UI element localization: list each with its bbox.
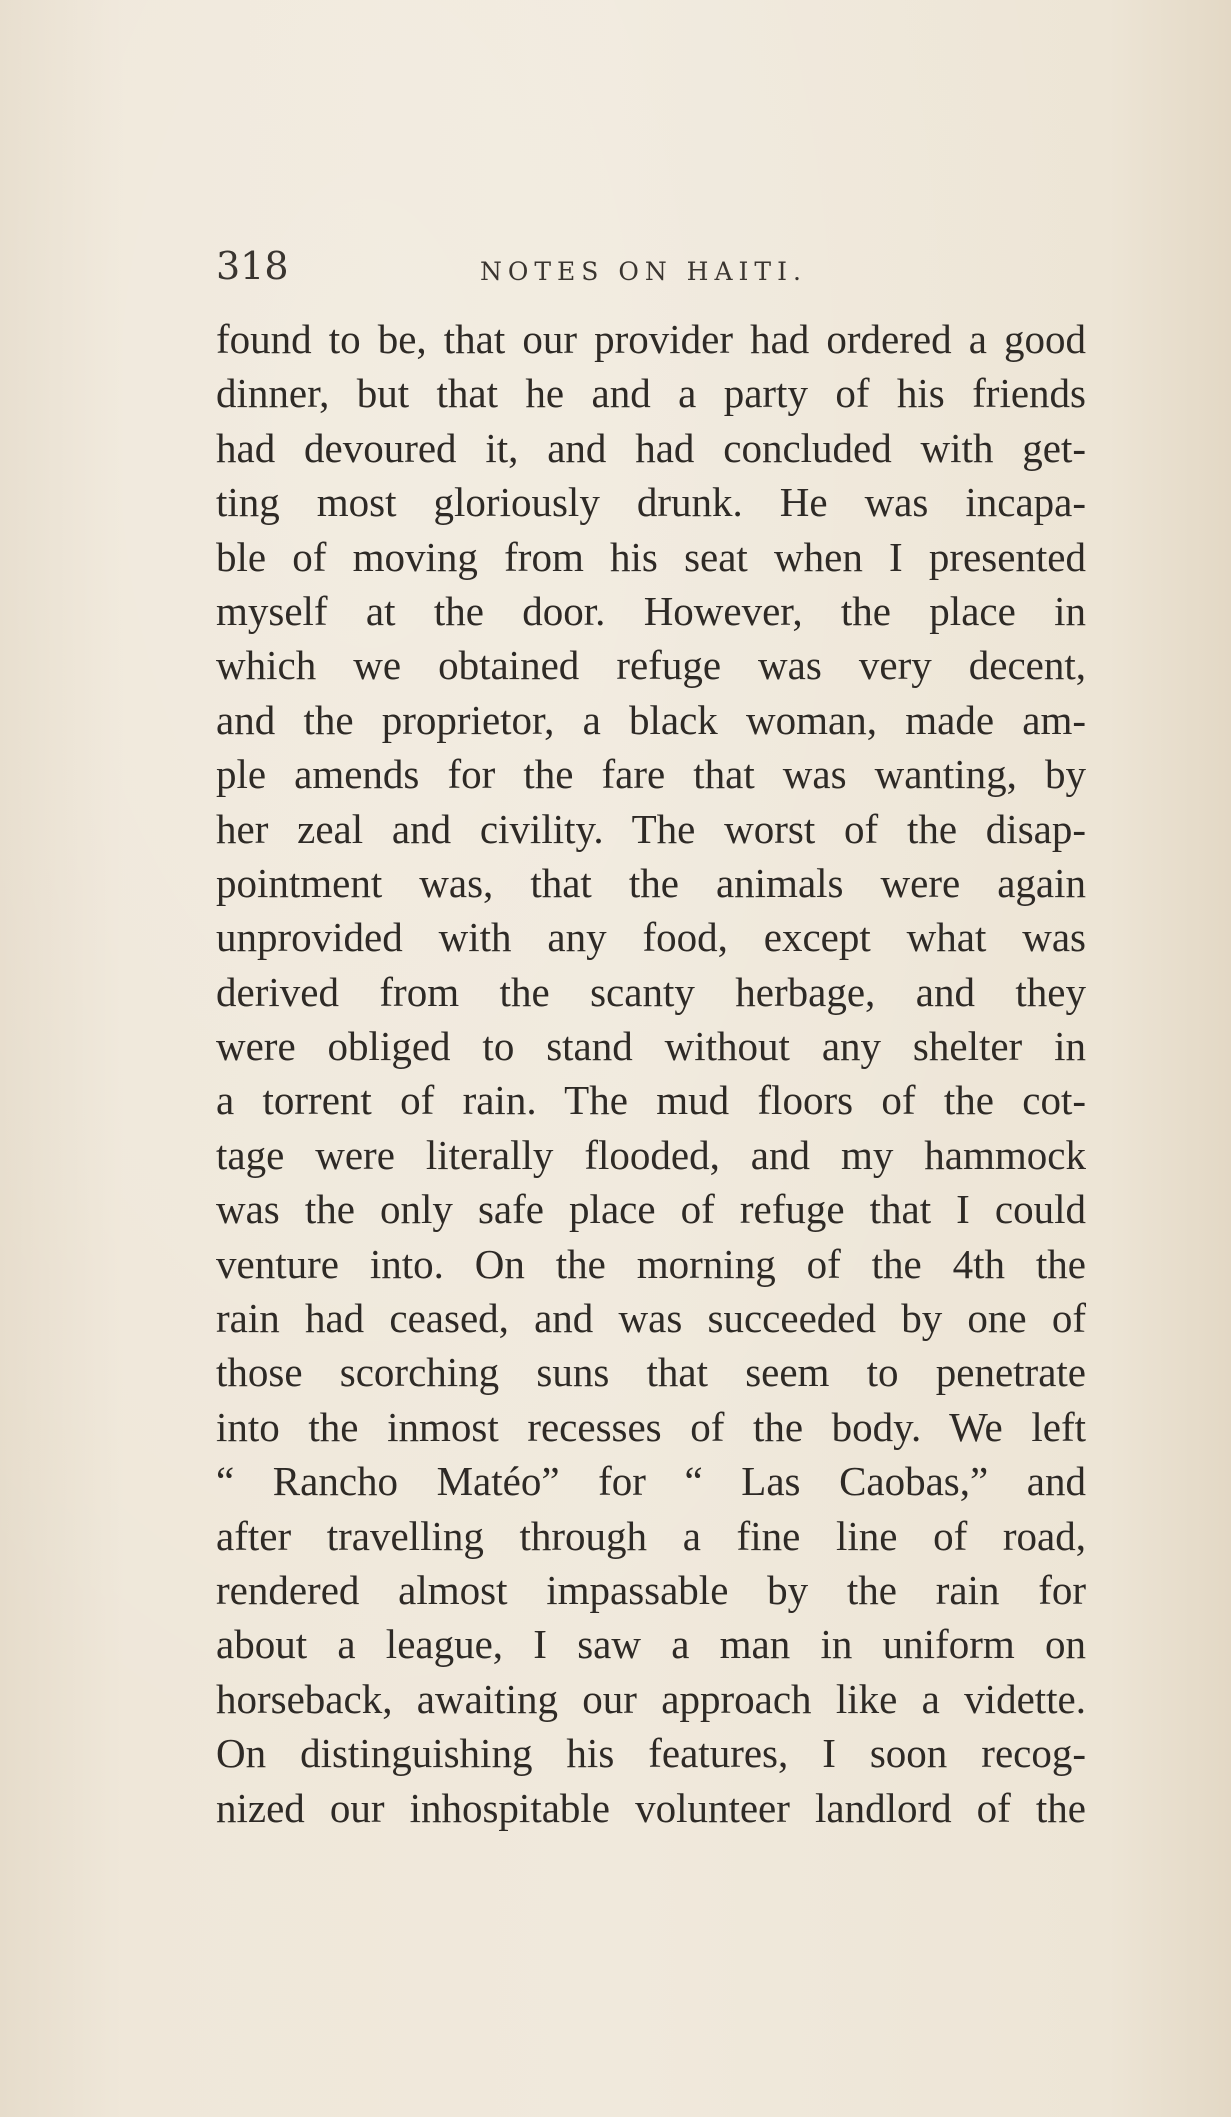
text-line: pointment was, that the animals were again [216,859,1086,906]
text-line: tage were literally flooded, and my hammock [216,1131,1086,1178]
text-line: unprovided with any food, except what was [216,914,1086,961]
body-text [216,312,1086,1835]
text-line: into the inmost recesses of the body. We left [216,1403,1086,1450]
text-line: On distinguishing his features, I soon recog- [216,1730,1086,1777]
text-line: about a league, I saw a man in uniform on [216,1621,1086,1668]
text-line: was the only safe place of refuge that I could [216,1186,1086,1233]
text-line: horseback, awaiting our approach like a vidette. [216,1675,1086,1722]
page-header [216,236,1086,296]
text-line: those scorching suns that seem to penetrate [216,1349,1086,1396]
text-line: ple amends for the fare that was wanting, by [216,751,1086,798]
text-line: found to be, that our provider had ordered a good [216,316,1086,362]
text-line: which we obtained refuge was very decent, [216,642,1086,689]
text-line: ting most gloriously drunk. He was incapa- [216,479,1086,526]
text-line: a torrent of rain. The mud floors of the cot- [216,1077,1086,1124]
running-title: NOTES ON HAITI. [480,257,807,286]
text-line: nized our inhospitable volunteer landlord of the [216,1784,1086,1831]
page-number: 318 [216,244,289,288]
text-line: after travelling through a fine line of road, [216,1512,1086,1559]
text-line: myself at the door. However, the place in [216,587,1086,634]
text-line: and the proprietor, a black woman, made am- [216,696,1086,743]
text-line: had devoured it, and had concluded with get- [216,424,1086,471]
text-line: were obliged to stand without any shelter in [216,1023,1086,1070]
text-line: ble of moving from his seat when I presented [216,533,1086,580]
text-line: derived from the scanty herbage, and they [216,968,1086,1015]
text-line: “ Rancho Matéo” for “ Las Caobas,” and [216,1458,1086,1505]
text-line: dinner, but that he and a party of his friends [216,370,1086,417]
text-line: rain had ceased, and was succeeded by one of [216,1295,1086,1342]
text-line: rendered almost impassable by the rain for [216,1566,1086,1613]
text-line: venture into. On the morning of the 4th the [216,1240,1086,1287]
text-line: her zeal and civility. The worst of the disap- [216,805,1086,852]
